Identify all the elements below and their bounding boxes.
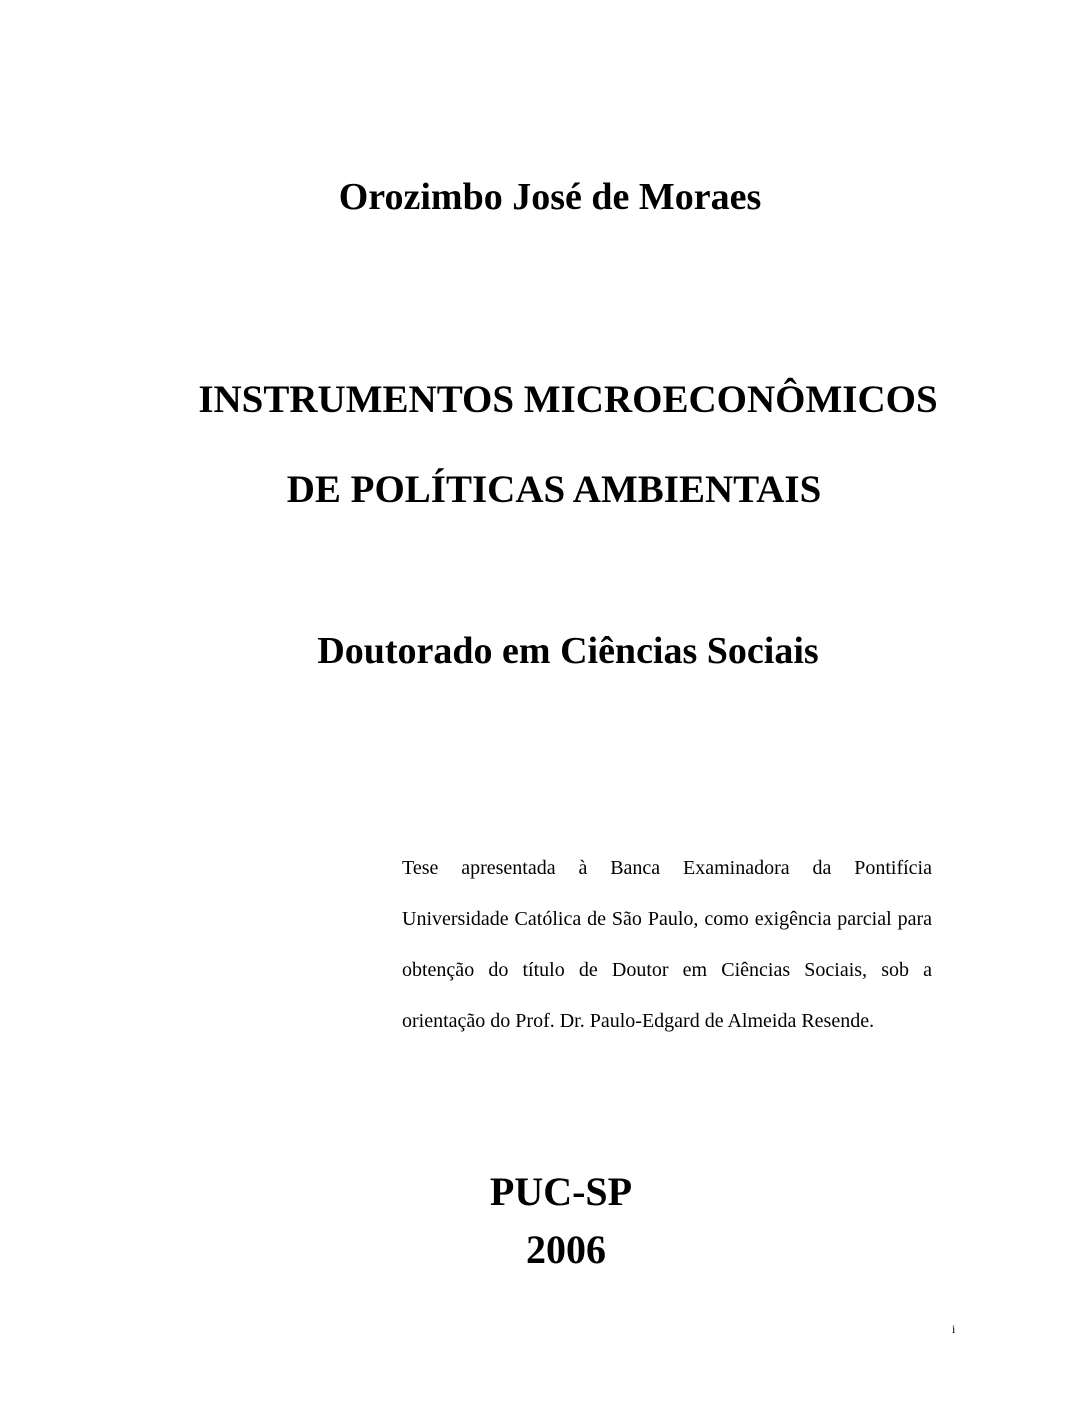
degree-program: Doutorado em Ciências Sociais — [317, 630, 819, 672]
author-name: Orozimbo José de Moraes — [338, 176, 762, 218]
year: 2006 — [526, 1227, 606, 1272]
thesis-title-line-1: INSTRUMENTOS MICROECONÔMICOS — [198, 378, 938, 421]
institution: PUC-SP — [489, 1169, 633, 1214]
page-number: i — [952, 1322, 956, 1336]
thesis-statement: Tese apresentada à Banca Examinadora da Pontifícia Universidade Católica de São Paulo, como exigência parcial para obtenção do título de Doutor em Ciências Sociais, sob a orientação do Prof. Dr. Paulo-Edgard de Almeida Resende. — [402, 857, 932, 1032]
thesis-title-line-2: DE POLÍTICAS AMBIENTAIS — [286, 468, 822, 511]
